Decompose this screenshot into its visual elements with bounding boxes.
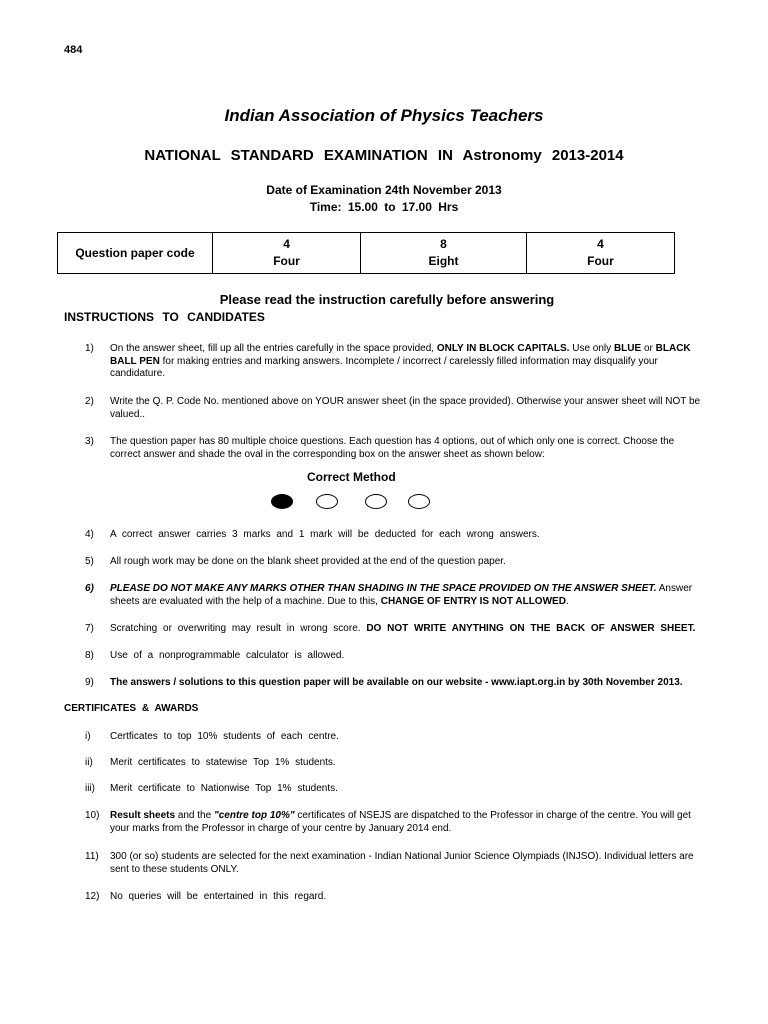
oval-filled [271, 494, 293, 509]
item-text: Answer sheets are evaluated with the help of a machine. Due to this, [110, 583, 693, 607]
instruction-item-6 [85, 583, 705, 608]
code-digit: 4 [283, 237, 290, 251]
item-text: All rough work may be done on the blank sheet provided at the end of the question paper. [110, 556, 506, 567]
item-number: 11) [85, 851, 99, 862]
item-text: Scratching or overwriting may result in wrong score. [110, 623, 361, 634]
item-text: Use only [572, 343, 612, 354]
certificate-item-ii [85, 757, 705, 770]
item-text: No queries will be entertained in this regard. [110, 891, 327, 902]
certificate-item-iii [85, 783, 705, 796]
certificate-item-10 [85, 810, 705, 835]
question-paper-code-label: Question paper code [58, 233, 213, 274]
page-number: 484 [64, 44, 83, 56]
instruction-item-5 [85, 556, 705, 569]
item-number: iii) [85, 783, 95, 794]
code-word: Eight [428, 254, 459, 268]
exam-time: Time: 15.00 to 17.00 Hrs [309, 200, 459, 214]
organization-title: Indian Association of Physics Teachers [224, 106, 544, 125]
instruction-item-7 [85, 623, 705, 636]
item-text: Certficates to top 10% students of each centre. [110, 731, 339, 742]
code-word: Four [273, 254, 300, 268]
item-text: 300 (or so) students are selected for the next examination - Indian National Junior Science Olympiads (INJSO). Individual letters are sent to these students ONLY. [110, 851, 694, 875]
item-emphasis: "centre top 10%" [213, 810, 295, 821]
instruction-item-1 [85, 343, 705, 381]
certificates-heading: CERTIFICATES & AWARDS [64, 703, 199, 714]
item-text: The question paper has 80 multiple choice questions. Each question has 4 options, out of which only one is correct. Choose the correct answer and shade the oval in the corresponding box on the answer sheet as shown below: [110, 436, 675, 460]
item-emphasis: DO NOT WRITE ANYTHING ON THE BACK OF ANSWER SHEET. [366, 623, 696, 634]
code-cell-1 [213, 233, 361, 274]
item-text: . [565, 595, 569, 607]
oval-empty [408, 494, 430, 509]
item-number: 3) [85, 436, 94, 447]
code-cell-3 [526, 233, 674, 274]
item-text: Use of a nonprogrammable calculator is allowed. [110, 650, 345, 661]
item-text: A correct answer carries 3 marks and 1 mark will be deducted for each wrong answers. [110, 529, 540, 540]
item-emphasis: ONLY IN BLOCK CAPITALS. [436, 343, 570, 354]
item-number: ii) [85, 757, 93, 768]
item-emphasis: PLEASE DO NOT MAKE ANY MARKS OTHER THAN SHADING IN THE SPACE PROVIDED ON THE ANSWER SHEET. [110, 583, 657, 594]
code-cell-2 [361, 233, 527, 274]
item-text: Merit certificate to Nationwise Top 1% students. [110, 783, 338, 794]
item-text: and the [177, 810, 212, 821]
read-instructions-note: Please read the instruction carefully before answering [219, 292, 555, 307]
code-digit: 4 [597, 237, 604, 251]
oval-example [271, 494, 441, 514]
item-text: Merit certificates to statewise Top 1% students. [110, 757, 336, 768]
code-word: Four [587, 254, 614, 268]
instruction-item-2 [85, 396, 705, 421]
exam-date: Date of Examination 24th November 2013 [266, 183, 502, 197]
item-number: 5) [85, 556, 94, 567]
item-number: 4) [85, 529, 94, 540]
correct-method-label: Correct Method [307, 470, 396, 484]
item-text: or [643, 343, 653, 354]
instruction-item-8 [85, 650, 705, 663]
oval-empty [316, 494, 338, 509]
item-emphasis: Result sheets [110, 810, 176, 821]
instruction-item-4 [85, 529, 705, 542]
item-number: 8) [85, 650, 94, 661]
oval-empty [365, 494, 387, 509]
instructions-heading: INSTRUCTIONS TO CANDIDATES [64, 310, 265, 324]
item-text: On the answer sheet, fill up all the entries carefully in the space provided, [110, 343, 435, 354]
code-digit: 8 [440, 237, 447, 251]
item-text: certificates of NSEJS are dispatched to the Professor in charge of the centre. You will get your marks from the Professor in charge of your centre by January 2014 end. [110, 810, 691, 834]
table-row [58, 233, 675, 274]
question-paper-code-table [57, 232, 675, 274]
item-number: 10) [85, 810, 100, 821]
item-number: 9) [85, 677, 94, 688]
item-number: 1) [85, 343, 94, 354]
item-number: 6) [85, 583, 94, 594]
item-emphasis: CHANGE OF ENTRY IS NOT ALLOWED [380, 595, 566, 607]
certificate-item-12 [85, 891, 705, 904]
item-emphasis: BLACK BALL PEN [110, 343, 691, 367]
item-emphasis: BLUE [613, 343, 642, 354]
item-text: for making entries and marking answers. Incomplete / incorrect / carelessly filled information may disqualify your candidature. [110, 355, 658, 379]
item-number: 2) [85, 396, 94, 407]
exam-title: NATIONAL STANDARD EXAMINATION IN Astronomy 2013-2014 [144, 147, 624, 164]
item-text: The answers / solutions to this question paper will be available on our website - www.iapt.org.in by 30th November 2013. [110, 677, 683, 688]
item-text: Write the Q. P. Code No. mentioned above on YOUR answer sheet (in the space provided). Otherwise your answer sheet will NOT be valued.. [110, 396, 701, 420]
instruction-item-9 [85, 677, 705, 690]
instruction-item-3 [85, 436, 705, 461]
item-number: 12) [85, 891, 100, 902]
certificate-item-i [85, 731, 705, 744]
item-number: 7) [85, 623, 94, 634]
certificate-item-11 [85, 851, 705, 876]
item-number: i) [85, 731, 91, 742]
